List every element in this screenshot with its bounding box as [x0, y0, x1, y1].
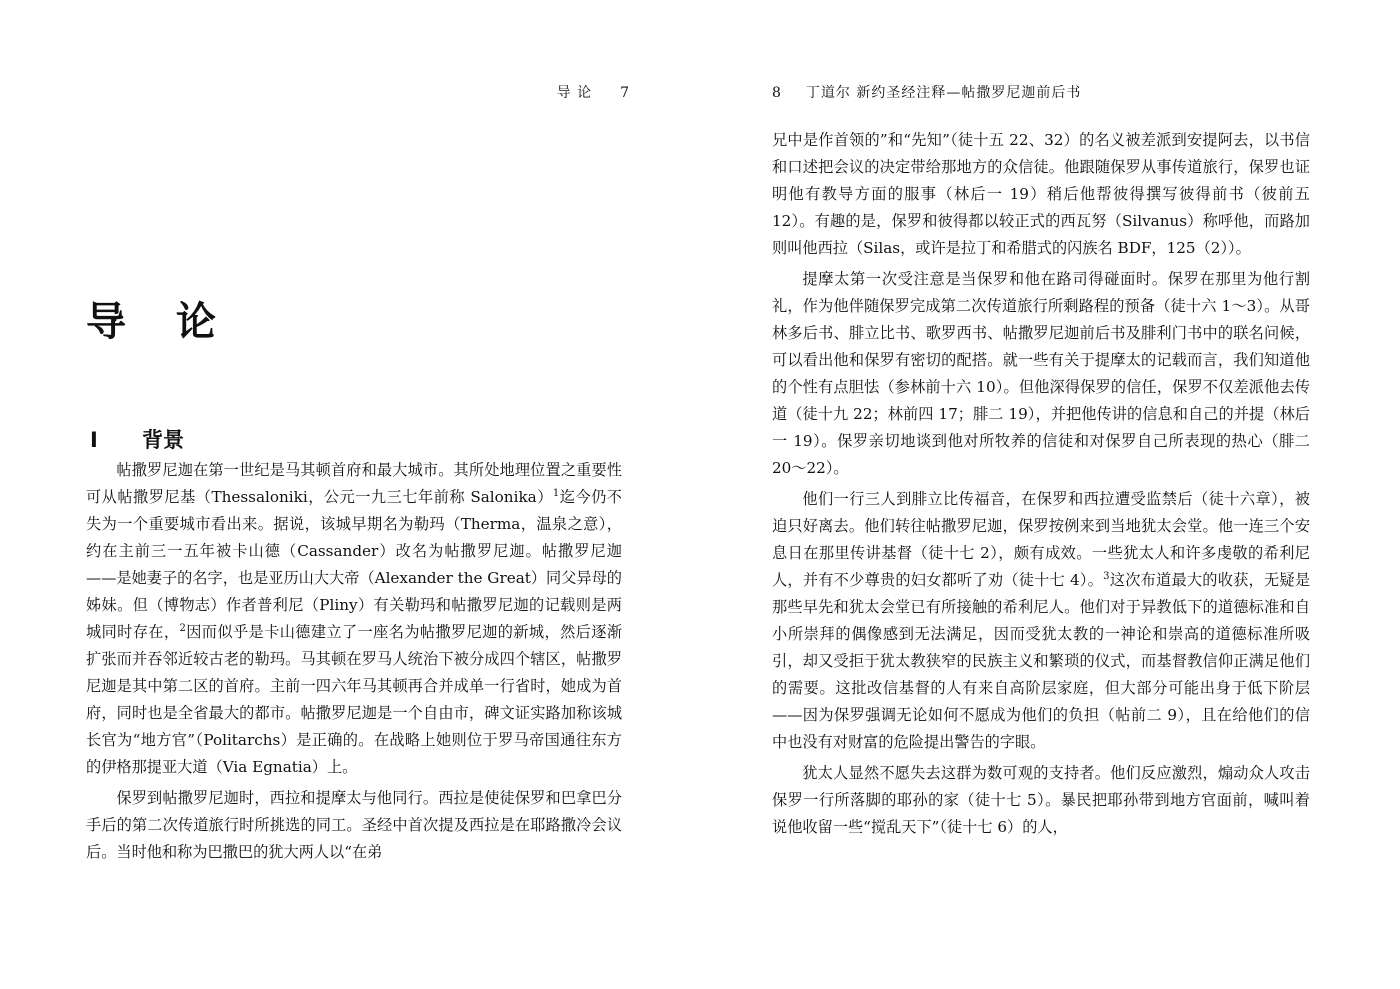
- footnote-marker[interactable]: 3: [1103, 571, 1110, 582]
- paragraph-text: 这次布道最大的收获，无疑是那些早先和犹太会堂已有所接触的希利尼人。他们对于异教低下的道德标准和自小所崇拜的偶像感到无法满足，因而受犹太教的一神论和崇高的道德标准所吸引，却又受拒于犹太教狭窄的民族主义和繁琐的仪式，而基督教信仰正满足他们的需要。这批改信基督的人有来自高阶层家庭，但大部分可能出身于低下阶层——因为保罗强调无论如何不愿成为他们的负担（帖前二 9），且在给他们的信中也没有对财富的危险提出警告的字眼。: [772, 571, 1311, 751]
- paragraph-text: 他们一行三人到腓立比传福音，在保罗和西拉遭受监禁后（徒十六章），被迫只好离去。他们转往帖撒罗尼迦，保罗按例来到当地犹太会堂。他一连三个安息日在那里传讲基督（徒十七 2），颇有成效。一些犹太人和许多虔敬的希利尼人，并有不少尊贵的妇女都听了劝（徒十七 4）。: [772, 490, 1310, 589]
- paragraph-text: 帖撒罗尼迦在第一世纪是马其顿首府和最大城市。其所处地理位置之重要性可从帖撒罗尼基（Thessaloniki，公元一九三七年前称 Salonika）: [86, 461, 622, 506]
- body-paragraph: [86, 457, 622, 781]
- running-head-title: 丁道尔 新约圣经注释—帖撒罗尼迦前后书: [805, 85, 1082, 101]
- body-paragraph: [86, 785, 622, 866]
- paragraph-text: 提摩太第一次受注意是当保罗和他在路司得碰面时。保罗在那里为他行割礼，作为他伴随保罗完成第二次传道旅行所剩路程的预备（徒十六 1～3）。从哥林多后书、腓立比书、歌罗西书、帖撒罗尼迦前后书及腓利门书中的联名问候，可以看出他和保罗有密切的配搭。就一些有关于提摩太的记载而言，我们知道他的个性有点胆怯（参林前十六 10）。但他深得保罗的信任，保罗不仅差派他去传道（徒十九 22；林前四 17；腓二 19），并把他传讲的信息和自己的并提（林后一 19）。保罗亲切地谈到他对所牧养的信徒和对保罗自己所表现的热心（腓二 20～22）。: [772, 270, 1310, 477]
- right-running-head: [772, 82, 1081, 102]
- footnote-marker[interactable]: 2: [179, 623, 186, 634]
- paragraph-text: 犹太人显然不愿失去这群为数可观的支持者。他们反应激烈，煽动众人攻击保罗一行所落脚的耶孙的家（徒十七 5）。暴民把耶孙带到地方官面前，喊叫着说他收留一些“搅乱天下”（徒十七 6）的人，: [772, 764, 1310, 836]
- paragraph-text: 兄中是作首领的”和“先知”（徒十五 22、32）的名义被差派到安提阿去，以书信和口述把会议的决定带给那地方的众信徒。他跟随保罗从事传道旅行，保罗也证明他有教导方面的服事（林后一 19）稍后他帮彼得撰写彼得前书（彼前五 12）。有趣的是，保罗和彼得都以较正式的西瓦努（Silvanus）称呼他，而路加则叫他西拉（Silas，或许是拉丁和希腊式的闪族名 BDF，125（2））。: [772, 131, 1310, 257]
- running-head-title: 导 论: [556, 85, 593, 101]
- section-heading: [90, 424, 184, 454]
- body-paragraph: [772, 760, 1310, 841]
- paragraph-text: 保罗到帖撒罗尼迦时，西拉和提摩太与他同行。西拉是使徒保罗和巴拿巴分手后的第二次传道旅行时所挑选的同工。圣经中首次提及西拉是在耶路撒冷会议后。当时他和称为巴撒巴的犹大两人以“在弟: [86, 789, 622, 861]
- footnote-marker[interactable]: 1: [552, 488, 560, 499]
- section-title: 背景: [142, 428, 184, 452]
- right-body-text: [772, 127, 1310, 845]
- left-body-text: [86, 457, 622, 870]
- section-number: I: [90, 428, 98, 452]
- body-paragraph: [772, 127, 1310, 262]
- body-paragraph: [772, 266, 1310, 482]
- body-paragraph: [772, 486, 1310, 756]
- paragraph-text: 迄今仍不失为一个重要城市看出来。据说，该城早期名为勒玛（Therma，温泉之意），约在主前三一五年被卡山德（Cassander）改名为帖撒罗尼迦。帖撒罗尼迦——是她妻子的名字，也是亚历山大大帝（Alexander the Great）同父异母的姊妹。但（博物志）作者普利尼（Pliny）有关勒玛和帖撒罗尼迦的记载则是两城同时存在，: [86, 488, 622, 641]
- right-page: [700, 0, 1400, 989]
- chapter-title: 导 论: [86, 299, 234, 345]
- left-running-head: [557, 82, 630, 102]
- paragraph-text: 因而似乎是卡山德建立了一座名为帖撒罗尼迦的新城，然后逐渐扩张而并吞邻近较古老的勒玛。马其顿在罗马人统治下被分成四个辖区，帖撒罗尼迦是其中第二区的首府。主前一四六年马其顿再合并成单一行省时，她成为首府，同时也是全省最大的都市。帖撒罗尼迦是一个自由市，碑文证实路加称该城长官为“地方官”（Politarchs）是正确的。在战略上她则位于罗马帝国通往东方的伊格那提亚大道（Via Egnatia）上。: [86, 623, 623, 776]
- page-number: 7: [620, 85, 630, 101]
- page-number: 8: [772, 85, 782, 101]
